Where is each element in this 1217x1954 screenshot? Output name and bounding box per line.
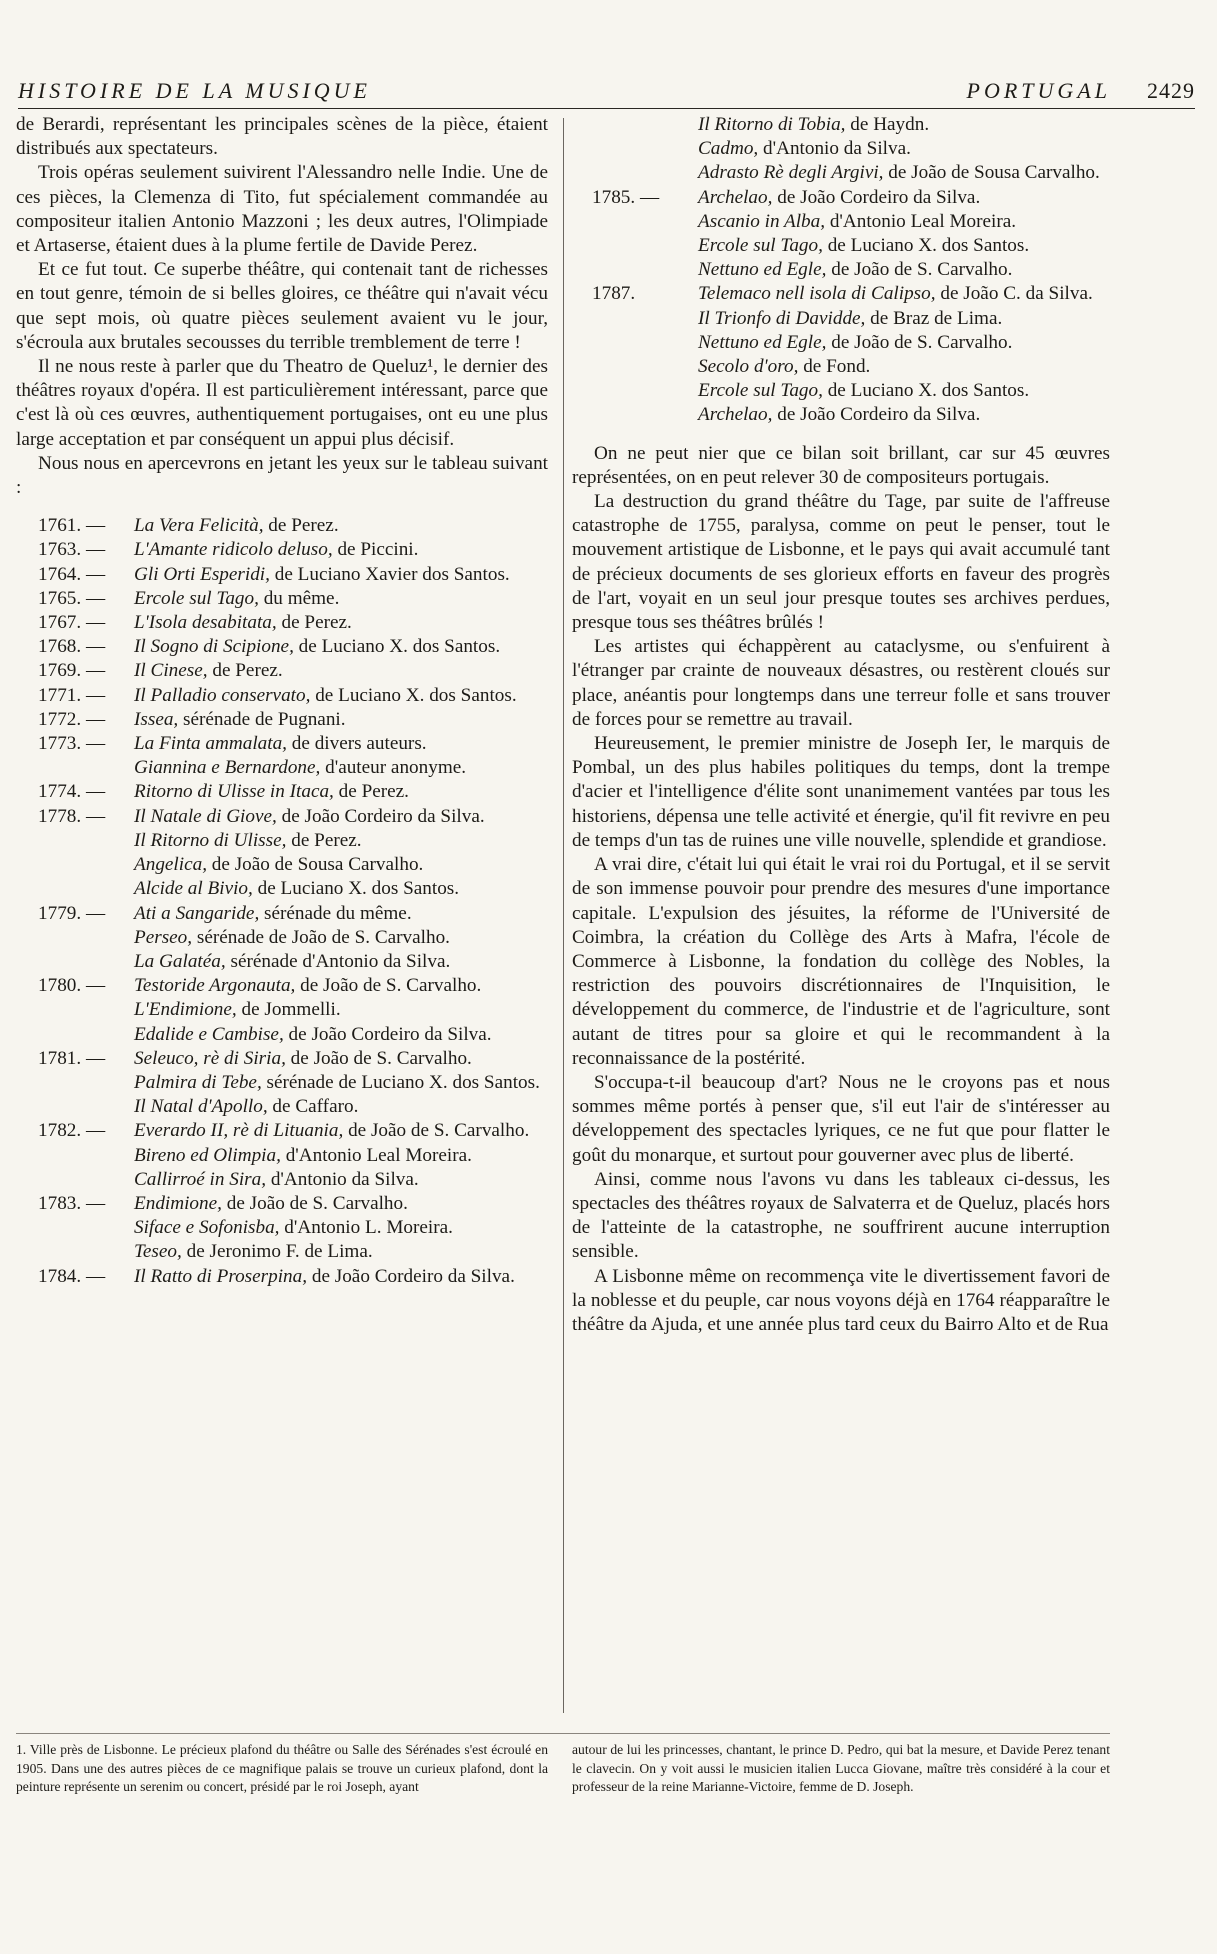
entry-body [134, 1168, 548, 1192]
entry-work-title: Nettuno ed Egle, [698, 331, 827, 353]
entry-work-title: Secolo d'oro, [698, 356, 799, 378]
paragraph: Et ce fut tout. Ce superbe théâtre, qui contenait tant de richesses en tout genre, témoin de si belles gloires, ce théâtre qui n'avait vécu que sept mois, où quatre pièces seulement avaient vu le jour, s'écroula aux brutales secousses du terrible tremblement de terre ! [16, 259, 548, 353]
entry-body [134, 780, 548, 804]
entry-year: 1785. — [592, 186, 660, 208]
entry-year: 1783. — [38, 1192, 106, 1214]
table-row [16, 1192, 548, 1216]
entry-work-title: Telemaco nell isola di Calipso, [698, 283, 936, 305]
entry-author: de Luciano X. dos Santos. [310, 684, 517, 706]
footnote-left: 1. Ville près de Lisbonne. Le précieux plafond du théâtre ou Salle des Sérénades s'est écroulé en 1905. Dans une des autres pièces de ce magnifique palais se trouve un curieux plafond, dont la peinture représente un serenim ou concert, présidé par le roi Joseph, ayant [16, 1742, 548, 1795]
entry-work-title: Gli Orti Esperidi, [134, 563, 270, 585]
page-number: 2429 [1147, 78, 1195, 103]
table-row [572, 210, 1110, 234]
entry-year: 1763. — [38, 539, 106, 561]
entry-work-title: La Finta ammalata, [134, 733, 287, 755]
entry-year: 1768. — [38, 636, 106, 658]
entry-body [134, 684, 548, 708]
table-row [16, 708, 548, 732]
entry-year: 1769. — [38, 660, 106, 682]
entry-work-title: Il Natal d'Apollo, [134, 1096, 268, 1118]
table-row [16, 756, 548, 780]
table-row [16, 974, 548, 998]
table-row [16, 902, 548, 926]
entry-author: de Fond. [798, 356, 871, 378]
table-row [16, 926, 548, 950]
running-head-title: HISTOIRE DE LA MUSIQUE [18, 78, 371, 103]
entry-body [134, 756, 548, 780]
entry-work-title: L'Endimione, [134, 999, 237, 1021]
entry-body [134, 1192, 548, 1216]
entry-work-title: Testoride Argonauta, [134, 975, 296, 997]
entry-work-title: Cadmo, [698, 138, 759, 160]
paragraph: La destruction du grand théâtre du Tage, par suite de l'affreuse catastrophe de 1755, paralysa, comme on peut le penser, tout le mouvement artistique de Lisbonne, et le pays qui avait accumulé tant de précieux documents de ses glorieux efforts en faveur des progrès de l'art, voyait en un seul jour presque toutes ses archives perdues, presque tous ses théâtres brûlés ! [572, 491, 1110, 634]
entry-work-title: Il Trionfo di Davidde, [698, 307, 866, 329]
entry-work-title: L'Isola desabitata, [134, 612, 277, 634]
entry-work-title: Il Palladio conservato, [134, 684, 311, 706]
table-row [16, 853, 548, 877]
entry-work-title: Il Sogno di Scipione, [134, 636, 294, 658]
footnote-right: autour de lui les princesses, chantant, le prince D. Pedro, qui bat la mesure, et Davide Perez tenant le clavecin. On y voit aussi le musicien italien Lucca Giovane, maître très considéré à la cour et professeur de la reine Marianne-Victoire, femme de D. Joseph. [572, 1742, 1110, 1795]
entry-work-title: Ati a Sangaride, [134, 902, 260, 924]
entry-work-title: Palmira di Tebe, [134, 1071, 262, 1093]
entry-work-title: Archelao, [698, 404, 773, 426]
repertoire-table-continued [572, 113, 1110, 428]
entry-author: de João de S. Carvalho. [343, 1120, 530, 1142]
table-row [16, 780, 548, 804]
left-column [16, 113, 548, 1289]
entry-year: 1772. — [38, 708, 106, 730]
entry-body [698, 331, 1110, 355]
entry-body [698, 186, 1110, 210]
table-row [16, 1119, 548, 1143]
entry-author: d'Antonio Leal Moreira. [280, 1144, 472, 1166]
entry-author: de Perez. [286, 829, 362, 851]
entry-work-title: Callirroé in Sira, [134, 1168, 267, 1190]
entry-body [134, 1240, 548, 1264]
table-row [572, 282, 1110, 306]
table-row [16, 635, 548, 659]
entry-year: 1784. — [38, 1265, 106, 1287]
table-row [16, 829, 548, 853]
entry-body [134, 1216, 548, 1240]
entry-work-title: Angelica, [134, 854, 207, 876]
paragraph: On ne peut nier que ce bilan soit brillant, car sur 45 œuvres représentées, on en peut relever 30 de compositeurs portugais. [572, 442, 1110, 488]
entry-author: de Jommelli. [236, 999, 341, 1021]
entry-year: 1778. — [38, 805, 106, 827]
entry-author: de Caffaro. [267, 1096, 359, 1118]
entry-author: d'auteur anonyme. [320, 757, 467, 779]
entry-work-title: Teseo, [134, 1241, 182, 1263]
entry-author: de Haydn. [845, 114, 930, 135]
repertoire-table [16, 514, 548, 1289]
entry-body [134, 950, 548, 974]
table-row [572, 186, 1110, 210]
entry-body [134, 1095, 548, 1119]
paragraph: Ainsi, comme nous l'avons vu dans les tableaux ci-dessus, les spectacles des théâtres royaux de Salvaterra et de Queluz, placés hors de l'atteinte de la catastrophe, ne souffrirent aucune interruption sensible. [572, 1168, 1110, 1263]
entry-work-title: Il Natale di Giove, [134, 805, 277, 827]
table-row [16, 611, 548, 635]
entry-body [134, 1119, 548, 1143]
entry-year: 1781. — [38, 1047, 106, 1069]
table-row [16, 732, 548, 756]
table-row [16, 563, 548, 587]
entry-body [134, 1265, 548, 1289]
paragraph: Nous nous en apercevrons en jetant les yeux sur le tableau suivant : [16, 452, 548, 499]
entry-author: de João Cordeiro da Silva. [772, 404, 981, 426]
entry-author: d'Antonio L. Moreira. [279, 1217, 453, 1239]
entry-work-title: Edalide e Cambise, [134, 1023, 284, 1045]
table-row [16, 1265, 548, 1289]
entry-body [698, 258, 1110, 282]
entry-work-title: Everardo II, rè di Lituania, [134, 1120, 344, 1142]
paragraph: S'occupa-t-il beaucoup d'art? Nous ne le croyons pas et nous sommes même portés à penser que, s'il eut l'air de s'intéresser au développement des spectacles lyriques, ce ne fut que pour flatter le goût du monarque, et surtout pour gouverner avec plus de liberté. [572, 1071, 1110, 1166]
entry-body [134, 1047, 548, 1071]
entry-author: de João de S. Carvalho. [285, 1047, 472, 1069]
entry-author: de Luciano X. dos Santos. [293, 636, 501, 658]
entry-body [698, 210, 1110, 234]
entry-work-title: Alcide al Bivio, [134, 878, 253, 900]
entry-author: de Luciano X. dos Santos. [252, 878, 460, 900]
entry-author: de Perez. [276, 612, 352, 634]
entry-body [134, 974, 548, 998]
entry-author: de João Cordeiro da Silva. [283, 1023, 492, 1045]
entry-work-title: Ercole sul Tago, [698, 235, 823, 257]
table-row [572, 113, 1110, 137]
table-row [16, 684, 548, 708]
table-row [16, 950, 548, 974]
entry-work-title: Il Ritorno di Ulisse, [134, 829, 287, 851]
entry-year: 1773. — [38, 733, 106, 755]
entry-author: de João de Sousa Carvalho. [883, 162, 1100, 184]
entry-author: de João de Sousa Carvalho. [207, 854, 424, 876]
table-row [16, 587, 548, 611]
table-row [16, 659, 548, 683]
entry-body [134, 659, 548, 683]
entry-work-title: Ritorno di Ulisse in Itaca, [134, 781, 334, 803]
paragraph: Les artistes qui échappèrent au cataclysme, ou s'enfuirent à l'étranger par crainte de nouveaux désastres, ou restèrent cloués sur place, anéantis pour longtemps dans une terreur folle et sans trouver de forces pour se remettre au travail. [572, 636, 1110, 730]
entry-body [134, 829, 548, 853]
entry-author: de João C. da Silva. [935, 283, 1093, 305]
entry-body [134, 563, 548, 587]
table-row [16, 538, 548, 562]
entry-author: d'Antonio Leal Moreira. [825, 210, 1017, 232]
table-row [572, 258, 1110, 282]
entry-year: 1767. — [38, 612, 106, 634]
table-row [16, 1023, 548, 1047]
entry-year: 1771. — [38, 684, 106, 706]
entry-author: de Perez. [263, 515, 339, 537]
entry-body [134, 877, 548, 901]
paragraph: Heureusement, le premier ministre de Joseph Ier, le marquis de Pombal, un des plus habiles politiques du temps, dont la trempe d'acier et l'intelligence d'élite sont unanimement vantées par tous les historiens, dépensa une telle activité et énergie, qu'il fit revivre en peu de temps d'un tas de ruines une ville nouvelle, splendide et grandiose. [572, 733, 1110, 851]
entry-work-title: Adrasto Rè degli Argivi, [698, 162, 884, 184]
table-row [572, 234, 1110, 258]
entry-body [134, 805, 548, 829]
entry-work-title: Seleuco, rè di Siria, [134, 1047, 286, 1069]
table-row [16, 805, 548, 829]
entry-year: 1764. — [38, 563, 106, 585]
entry-author: d'Antonio da Silva. [758, 138, 911, 160]
entry-work-title: Ercole sul Tago, [698, 380, 823, 402]
entry-author: sérénade de João de S. Carvalho. [192, 926, 450, 948]
table-row [16, 1095, 548, 1119]
table-row [16, 1168, 548, 1192]
entry-author: d'Antonio da Silva. [266, 1168, 419, 1190]
entry-body [134, 538, 548, 562]
entry-body [134, 732, 548, 756]
entry-work-title: Ascanio in Alba, [698, 210, 826, 232]
entry-author: de Luciano Xavier dos Santos. [269, 563, 510, 585]
running-head-section: PORTUGAL [966, 78, 1111, 103]
table-row [572, 307, 1110, 331]
entry-work-title: La Vera Felicità, [134, 515, 264, 537]
entry-author: de Jeronimo F. de Lima. [181, 1241, 373, 1263]
entry-work-title: L'Amante ridicolo deluso, [134, 539, 333, 561]
paragraph: A vrai dire, c'était lui qui était le vrai roi du Portugal, et il se servit de son immense pouvoir pour prendre des mesures d'une importance capitale. L'expulsion des jésuites, la réforme de l'Université de Coimbra, la création du Collège des Arts à Mafra, l'école de Commerce à Lisbonne, la fondation du collège des Nobles, la restriction des pouvoirs discrétionnaires de l'Inquisition, le développement du commerce, de l'industrie et de l'agriculture, sont autant de titres pour sa gloire et qui le recommandent à la reconnaissance de la postérité. [572, 854, 1110, 1069]
table-row [572, 331, 1110, 355]
table-row [572, 161, 1110, 185]
entry-year: 1765. — [38, 587, 106, 609]
entry-author: sérénade de Pugnani. [178, 708, 346, 730]
table-row [16, 877, 548, 901]
entry-body [134, 635, 548, 659]
entry-body [698, 113, 1110, 137]
entry-author: de Luciano X. dos Santos. [822, 380, 1030, 402]
entry-year: 1761. — [38, 515, 106, 537]
table-row [16, 1240, 548, 1264]
right-column [572, 113, 1110, 1337]
entry-author: de Perez. [333, 781, 409, 803]
entry-author: sérénade du même. [259, 902, 412, 924]
table-row [16, 1071, 548, 1095]
entry-body [134, 1071, 548, 1095]
entry-work-title: La Galatéa, [134, 950, 226, 972]
entry-author: de João de S. Carvalho. [295, 975, 482, 997]
paragraph: de Berardi, représentant les principales scènes de la pièce, étaient distribués aux spectateurs. [16, 114, 548, 160]
entry-work-title: Perseo, [134, 926, 193, 948]
footnote-rule [16, 1733, 1110, 1734]
entry-body [134, 708, 548, 732]
entry-work-title: Il Cinese, [134, 660, 208, 682]
entry-body [698, 355, 1110, 379]
table-row [572, 137, 1110, 161]
entry-body [698, 137, 1110, 161]
entry-year: 1780. — [38, 975, 106, 997]
entry-work-title: Il Ritorno di Tobia, [698, 114, 846, 135]
entry-author: sérénade d'Antonio da Silva. [225, 950, 451, 972]
entry-body [134, 587, 548, 611]
entry-body [134, 1144, 548, 1168]
paragraph: Trois opéras seulement suivirent l'Alessandro nelle Indie. Une de ces pièces, la Clemenza di Tito, fut spécialement commandée au compositeur italien Antonio Mazzoni ; les deux autres, l'Olimpiade et Artaserse, étaient dues à la plume fertile de Davide Perez. [16, 162, 548, 257]
entry-work-title: Siface e Sofonisba, [134, 1217, 280, 1239]
table-row [572, 355, 1110, 379]
table-row [16, 1047, 548, 1071]
entry-work-title: Endimione, [134, 1192, 222, 1214]
entry-body [134, 902, 548, 926]
entry-author: du même. [258, 587, 340, 609]
entry-body [698, 379, 1110, 403]
table-row [572, 379, 1110, 403]
entry-work-title: Ercole sul Tago, [134, 587, 259, 609]
entry-body [698, 282, 1110, 306]
table-row [16, 1216, 548, 1240]
entry-body [698, 403, 1110, 427]
entry-year: 1774. — [38, 781, 106, 803]
column-divider [563, 118, 564, 1713]
table-row [16, 1144, 548, 1168]
paragraph: A Lisbonne même on recommença vite le divertissement favori de la noblesse et du peuple, car nous voyons déjà en 1764 réapparaître le théâtre da Ajuda, et une année plus tard ceux du Bairro Alto et de Rua [572, 1265, 1110, 1335]
entry-author: de João de S. Carvalho. [826, 331, 1013, 353]
table-row [16, 514, 548, 538]
entry-work-title: Il Ratto di Proserpina, [134, 1265, 308, 1287]
entry-author: de Piccini. [332, 539, 419, 561]
entry-year: 1782. — [38, 1120, 106, 1142]
entry-year: 1779. — [38, 902, 106, 924]
running-head [18, 74, 1195, 109]
entry-body [134, 611, 548, 635]
table-row [16, 998, 548, 1022]
entry-body [134, 1023, 548, 1047]
entry-work-title: Bireno ed Olimpia, [134, 1144, 281, 1166]
entry-body [698, 234, 1110, 258]
entry-author: de João Cordeiro da Silva. [276, 805, 485, 827]
entry-work-title: Archelao, [698, 186, 773, 208]
entry-author: de João de S. Carvalho. [826, 259, 1013, 281]
entry-author: de João de S. Carvalho. [221, 1192, 408, 1214]
entry-work-title: Giannina e Bernardone, [134, 757, 321, 779]
entry-body [134, 514, 548, 538]
table-row [572, 403, 1110, 427]
entry-author: de João Cordeiro da Silva. [772, 186, 981, 208]
entry-body [698, 161, 1110, 185]
entry-author: de Perez. [207, 660, 283, 682]
entry-work-title: Nettuno ed Egle, [698, 259, 827, 281]
entry-body [134, 998, 548, 1022]
entry-body [134, 926, 548, 950]
paragraph: Il ne nous reste à parler que du Theatro de Queluz¹, le dernier des théâtres royaux d'opéra. Il est particulièrement intéressant, parce que c'est là où ces œuvres, authentiquement portugaises, ont eu une plus large acceptation et par conséquent un appui plus décisif. [16, 356, 548, 450]
entry-author: sérénade de Luciano X. dos Santos. [261, 1071, 540, 1093]
entry-author: de João Cordeiro da Silva. [307, 1265, 515, 1287]
entry-author: de divers auteurs. [286, 733, 427, 755]
entry-author: de Luciano X. dos Santos. [822, 235, 1030, 257]
entry-author: de Braz de Lima. [865, 307, 1003, 329]
entry-year: 1787. [592, 283, 636, 305]
entry-work-title: Issea, [134, 708, 179, 730]
entry-body [134, 853, 548, 877]
entry-body [698, 307, 1110, 331]
